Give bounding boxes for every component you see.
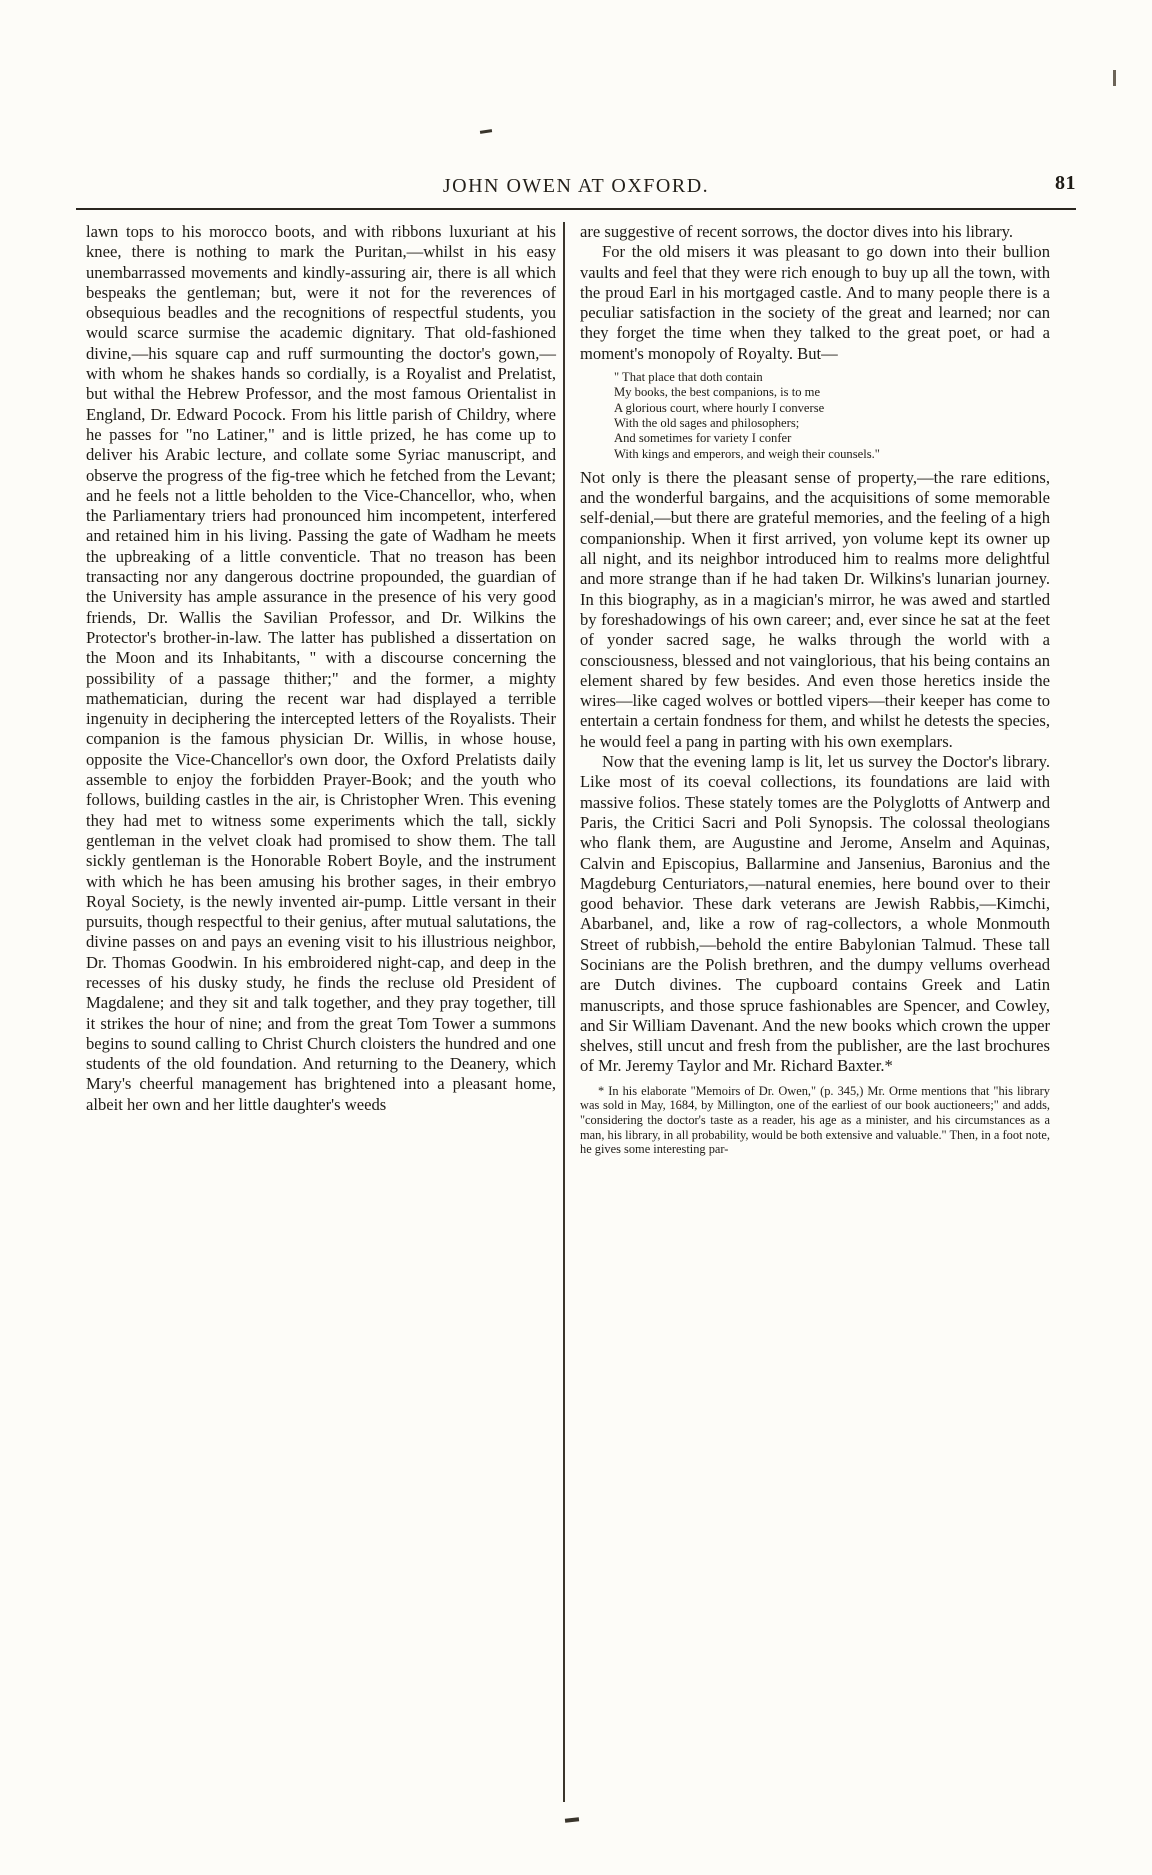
- paragraph: Now that the evening lamp is lit, let us survey the Doctor's library. Like most of its coeval collections, its foundations are laid with massive folios. These stately tomes are the Polyglotts of Antwerp and Paris, the Critici Sacri and Poli Synopsis. The colossal theologians who flank them, are Augustine and Jerome, Anselm and Aquinas, Calvin and Episcopius, Ballarmine and Jansenius, Baronius and the Magdeburg Centuriators,—natural enemies, here bound over to their good behavior. These dark veterans are Jewish Rabbis,—Kimchi, Abarbanel, and, like a row of rag-collectors, a whole Monmouth Street of rubbish,—behold the entire Babylonian Talmud. These tall Socinians are the Polish brethren, and the dumpy vellums overhead are Dutch divines. The cupboard contains Greek and Latin manuscripts, and those spruce fashionables are Spencer, and Cowley, and Sir William Davenant. And the new books which crown the upper shelves, still uncut and fresh from the publisher, are the last brochures of Mr. Jeremy Taylor and Mr. Richard Baxter.*: [580, 752, 1050, 1076]
- top-margin-tick-mark: [480, 129, 492, 134]
- column-divider-rule: [563, 222, 565, 1802]
- block-quotation-verse: [580, 370, 1050, 462]
- paragraph: For the old misers it was pleasant to go down into their bullion vaults and feel that they were rich enough to buy up all the town, with the proud Earl in his mortgaged castle. And to many people there is a peculiar satisfaction in the society of the great and learned; nor can they forget the time when they talked to the great poet, or had a moment's monopoly of Royalty. But—: [580, 242, 1050, 363]
- page-number: 81: [1055, 172, 1076, 194]
- running-head-title: JOHN OWEN AT OXFORD.: [442, 175, 710, 197]
- verse-line: A glorious court, where hourly I converse: [614, 400, 825, 415]
- header-rule: [76, 208, 1076, 210]
- verse-line: " That place that doth contain: [614, 370, 763, 385]
- right-margin-tick-mark: [1113, 70, 1116, 86]
- verse-line: And sometimes for variety I confer: [614, 431, 792, 446]
- paragraph: are suggestive of recent sorrows, the doctor dives into his library.: [580, 222, 1014, 241]
- left-text-column: [86, 222, 556, 1115]
- right-text-column: [580, 222, 1050, 1157]
- verse-line: With the old sages and philosophers;: [614, 415, 800, 430]
- footnote: * In his elaborate "Memoirs of Dr. Owen," (p. 345,) Mr. Orme mentions that "his library was sold in May, 1684, by Millington, one of the earliest of our book auctioneers;" and adds, "considering the doctor's taste as a reader, his age as a minister, and his circumstances as a man, his library, in all probability, would be both extensive and valuable." Then, in a foot note, he gives some interesting par-: [580, 1083, 1050, 1157]
- verse-line: My books, the best companions, is to me: [614, 385, 821, 400]
- verse-line: With kings and emperors, and weigh their counsels.": [614, 446, 880, 461]
- paragraph: Not only is there the pleasant sense of property,—the rare editions, and the wonderful bargains, and the acquisitions of some memorable self-denial,—but there are grateful memories, and the feeling of a high companionship. When it first arrived, yon volume kept its owner up all night, and its neighbor introduced him to realms more delightful and more strange than if he had taken Dr. Wilkins's lunarian journey. In this biography, as in a magician's mirror, he was awed and startled by foreshadowings of his own career; and, ever since he sat at the feet of yonder sacred sage, he walks through the world with a consciousness, blessed and not vainglorious, that his being contains an element shared by few besides. And even those heretics inside the wires—like caged wolves or bottled vipers—their keeper has come to entertain a certain fondness for them, and whilst he detests the species, he would feel a pang in parting with his own exemplars.: [580, 467, 1050, 751]
- paragraph: lawn tops to his morocco boots, and with ribbons luxuriant at his knee, there is nothing to mark the Puritan,—whilst in his easy unembarrassed movements and kindly-assuring air, there is all which bespeaks the gentleman; but, were it not for the reverences of obsequious beadles and the recognitions of respectful students, you would scarce surmise the academic dignitary. That old-fashioned divine,—his square cap and ruff surmounting the doctor's gown,—with whom he shakes hands so cordially, is a Royalist and Prelatist, but withal the Hebrew Professor, and the most famous Orientalist in England, Dr. Edward Pocock. From his little parish of Childry, where he passes for "no Latiner," and is little prized, he has come up to deliver his Arabic lecture, and collate some Syriac manuscript, and observe the progress of the fig-tree which he fetched from the Levant; and he feels not a little beholden to the Vice-Chancellor, who, when the Parliamentary triers had pronounced him incompetent, interfered and retained him in his living. Passing the gate of Wadham he meets the upbreaking of a little conventicle. That no treason has been transacting nor any dangerous doctrine propounded, the guardian of the University has ample assurance in the presence of his very good friends, Dr. Wallis the Savilian Professor, and Dr. Wilkins the Protector's brother-in-law. The latter has published a dissertation on the Moon and its Inhabitants, " with a discourse concerning the possibility of a passage thither;" and the former, a mighty mathematician, during the recent war had displayed a terrible ingenuity in deciphering the intercepted letters of the Royalists. Their companion is the famous physician Dr. Willis, in whose house, opposite the Vice-Chancellor's own door, the Oxford Prelatists daily assemble to enjoy the forbidden Prayer-Book; and the youth who follows, building castles in the air, is Christopher Wren. This evening they had met to witness some experiments which the tall, sickly gentleman in the velvet cloak had promised to show them. The tall sickly gentleman is the Honorable Robert Boyle, and the instrument with which he has been amusing his brother sages, in their embryo Royal Society, is the newly invented air-pump. Little versant in their pursuits, though respectful to their genius, after mutual salutations, the divine passes on and pays an evening visit to his illustrious neighbor, Dr. Thomas Goodwin. In his embroidered night-cap, and deep in the recesses of his dusky study, he finds the recluse old President of Magdalene; and they sit and talk together, and they pray together, till it strikes the hour of nine; and from the great Tom Tower a summons begins to sound calling to Christ Church cloisters the hundred and one students of the old foundation. And returning to the Deanery, which Mary's cheerful management has brightened into a pleasant home, albeit her own and her little daughter's weeds: [86, 222, 556, 1114]
- bottom-margin-tick-mark: [565, 1817, 579, 1822]
